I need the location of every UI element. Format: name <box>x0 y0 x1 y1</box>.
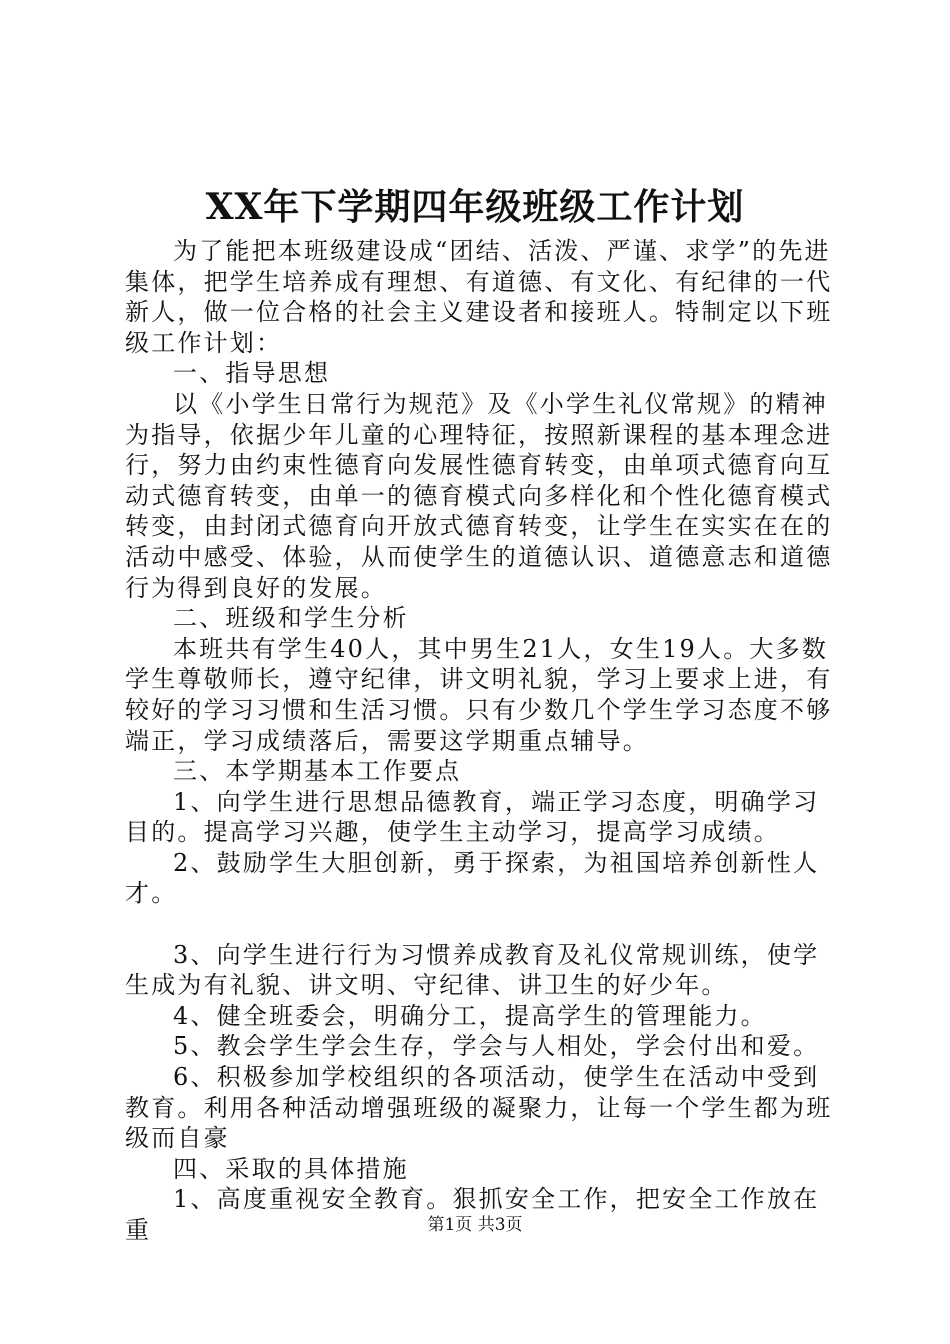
guiding-ideology-paragraph: 以《小学生日常行为规范》及《小学生礼仪常规》的精神为指导，依据少年儿童的心理特征，按照新课程的基本理念进行，努力由约束性德育向发展性德育转变，由单项式德育向互动式德育转变，由单一的德育模式向多样化和个性化德育模式转变，由封闭式德育向开放式德育转变，让学生在实实在在的活动中感受、体验，从而使学生的道德认识、道德意志和道德行为得到良好的发展。 <box>125 389 833 602</box>
measure-1: 1、高度重视安全教育。狠抓安全工作，把安全工作放在重 <box>125 1185 820 1244</box>
section-heading-class-analysis: 二、班级和学生分析 <box>173 604 409 633</box>
work-point-6: 6、积极参加学校组织的各项活动，使学生在活动中受到教育。利用各种活动增强班级的凝聚力，让每一个学生都为班级而自豪 <box>125 1063 833 1153</box>
work-point-5: 5、教会学生学会生存，学会与人相处，学会付出和爱。 <box>173 1032 820 1061</box>
section-heading-guiding-ideology: 一、指导思想 <box>173 359 331 388</box>
intro-paragraph: 为了能把本班级建设成“团结、活泼、严谨、求学”的先进集体，把学生培养成有理想、有道德、有文化、有纪律的一代新人，做一位合格的社会主义建设者和接班人。特制定以下班级工作计划： <box>125 237 833 357</box>
work-point-2: 2、鼓励学生大胆创新，勇于探索，为祖国培养创新性人才。 <box>125 848 820 908</box>
work-point-4: 4、健全班委会，明确分工，提高学生的管理能力。 <box>173 1001 767 1030</box>
blank-line <box>125 909 843 940</box>
section-heading-work-points: 三、本学期基本工作要点 <box>173 757 462 786</box>
class-analysis-paragraph: 本班共有学生40人，其中男生21人，女生19人。大多数学生尊敬师长，遵守纪律，讲文明礼貌，学习上要求上进，有较好的学习习惯和生活习惯。只有少数几个学生学习态度不够端正，学习成绩落后，需要这学期重点辅导。 <box>125 634 833 755</box>
section-heading-measures: 四、采取的具体措施 <box>173 1154 409 1183</box>
work-point-3: 3、向学生进行行为习惯养成教育及礼仪常规训练，使学生成为有礼貌、讲文明、守纪律、讲卫生的好少年。 <box>125 940 820 1000</box>
document-title: XX年下学期四年级班级工作计划 <box>205 186 745 228</box>
work-point-1: 1、向学生进行思想品德教育，端正学习态度，明确学习目的。提高学习兴趣，使学生主动学习，提高学习成绩。 <box>125 787 820 847</box>
document-body <box>125 236 843 1246</box>
page-footer: 第1页 共3页 <box>427 1215 523 1235</box>
